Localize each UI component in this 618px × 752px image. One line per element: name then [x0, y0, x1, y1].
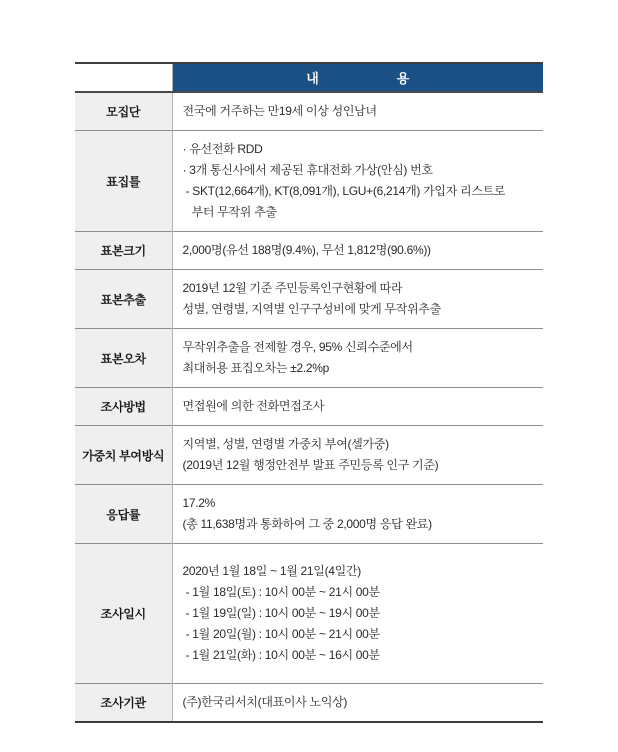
row-content: [172, 426, 543, 485]
content-line: (총 11,638명과 통화하여 그 중 2,000명 응답 완료): [182, 517, 432, 531]
row-content: [172, 544, 543, 684]
table-row: [75, 232, 543, 270]
row-label: 표본크기: [75, 232, 172, 270]
content-line: 성별, 연령별, 지역별 인구구성비에 맞게 무작위추출: [182, 302, 441, 316]
table-row: [75, 485, 543, 544]
row-label: 표본오차: [75, 329, 172, 388]
row-content: [172, 485, 543, 544]
content-line: - 1월 21일(화) : 10시 00분 ~ 16시 00분: [182, 648, 380, 662]
row-label: 조사기관: [75, 684, 172, 723]
row-content: [172, 270, 543, 329]
content-line: 2,000명(유선 188명(9.4%), 무선 1,812명(90.6%)): [182, 243, 431, 257]
table-row: [75, 544, 543, 684]
row-content: [172, 232, 543, 270]
content-line: (주)한국리서치(대표이사 노익상): [182, 695, 348, 709]
table-row: [75, 131, 543, 232]
row-label: 모집단: [75, 92, 172, 131]
content-line: 전국에 거주하는 만19세 이상 성인남녀: [182, 104, 377, 118]
table-row: [75, 92, 543, 131]
header-row: [75, 63, 543, 92]
content-line: - SKT(12,664개), KT(8,091개), LGU+(6,214개) 가입자 리스트로: [182, 184, 506, 198]
row-label: 표본추출: [75, 270, 172, 329]
content-line: 지역별, 성별, 연령별 가중치 부여(셀가중): [182, 437, 389, 451]
content-line: 최대허용 표집오차는 ±2.2%p: [182, 361, 330, 375]
row-content: [172, 131, 543, 232]
table-body: [75, 92, 543, 722]
header-blank-cell: [75, 63, 172, 92]
row-label: 조사방법: [75, 388, 172, 426]
content-line: 17.2%: [182, 496, 216, 510]
row-label: 조사일시: [75, 544, 172, 684]
header-content-cell: 내 용: [172, 63, 543, 92]
table-row: [75, 684, 543, 723]
row-label: 가중치 부여방식: [75, 426, 172, 485]
row-content: [172, 388, 543, 426]
content-line: 무작위추출을 전제할 경우, 95% 신뢰수준에서: [182, 340, 413, 354]
table-row: [75, 426, 543, 485]
content-line: · 3개 통신사에서 제공된 휴대전화 가상(안심) 번호: [182, 163, 433, 177]
content-line: - 1월 20일(월) : 10시 00분 ~ 21시 00분: [182, 627, 380, 641]
content-line: 2019년 12월 기준 주민등록인구현황에 따라: [182, 281, 403, 295]
content-line: 면접원에 의한 전화면접조사: [182, 399, 325, 413]
content-line: 2020년 1월 18일 ~ 1월 21일(4일간): [182, 564, 361, 578]
table-row: [75, 388, 543, 426]
table-row: [75, 270, 543, 329]
survey-methodology-table: [75, 62, 543, 723]
content-line: - 1월 18일(토) : 10시 00분 ~ 21시 00분: [182, 585, 380, 599]
row-content: [172, 92, 543, 131]
row-content: [172, 684, 543, 723]
content-line: · 유선전화 RDD: [182, 142, 263, 156]
row-label: 표집틀: [75, 131, 172, 232]
content-line: (2019년 12월 행정안전부 발표 주민등록 인구 기준): [182, 458, 439, 472]
table-row: [75, 329, 543, 388]
row-content: [172, 329, 543, 388]
row-label: 응답률: [75, 485, 172, 544]
content-line: 부터 무작위 추출: [182, 205, 277, 219]
content-line: - 1월 19일(일) : 10시 00분 ~ 19시 00분: [182, 606, 380, 620]
